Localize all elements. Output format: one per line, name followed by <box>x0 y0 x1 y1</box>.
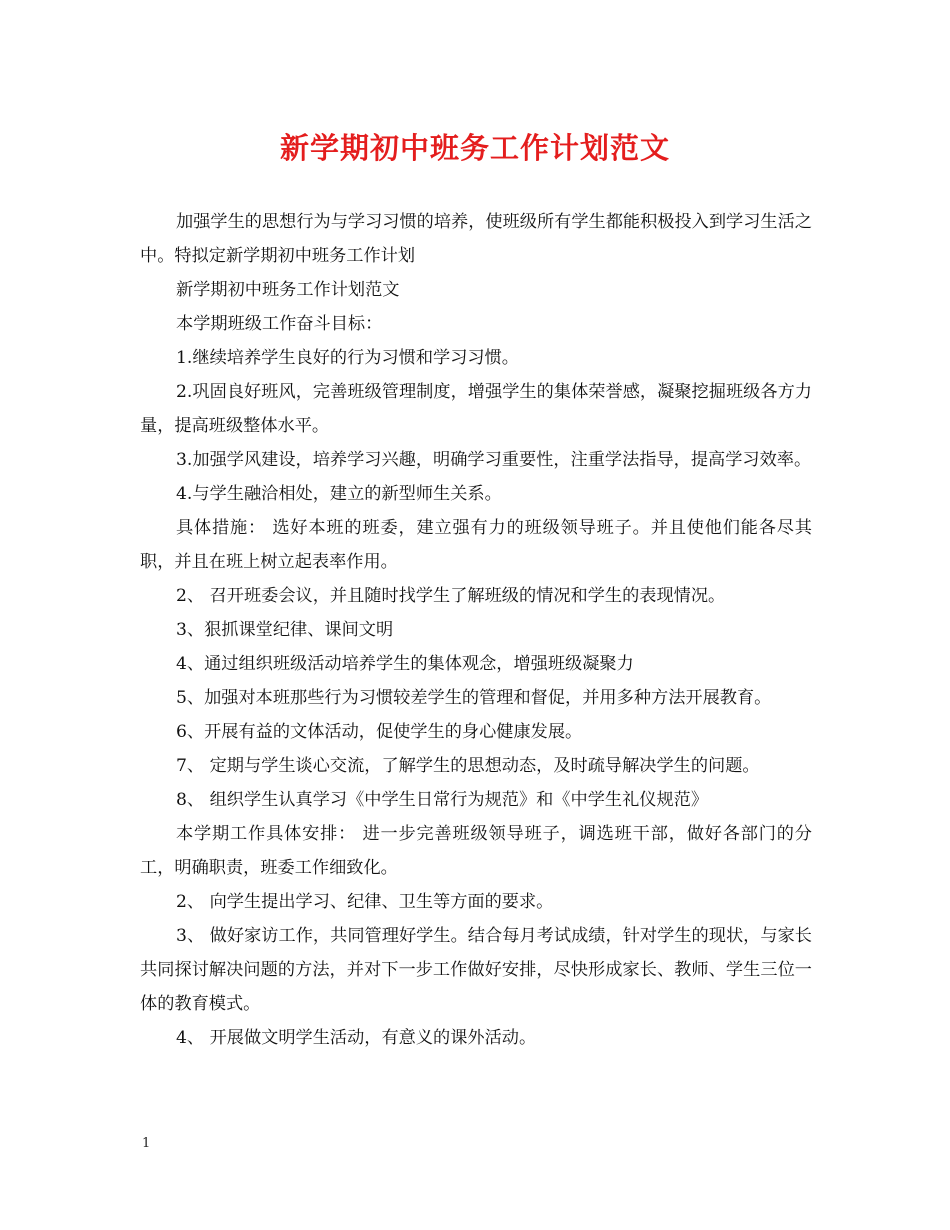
paragraph-arrangement-3: 3、 做好家访工作，共同管理好学生。结合每月考试成绩，针对学生的现状，与家长共同探讨解决问题的方法，并对下一步工作做好安排，尽快形成家长、教师、学生三位一体的教育模式。 <box>140 926 812 1014</box>
paragraph-arrangement-1: 本学期工作具体安排： 进一步完善班级领导班子，调选班干部，做好各部门的分工，明确职责，班委工作细致化。 <box>140 824 812 878</box>
paragraph-measures-8: 8、 组织学生认真学习《中学生日常行为规范》和《中学生礼仪规范》 <box>176 790 709 810</box>
paragraph-goal-1: 1.继续培养学生良好的行为习惯和学习习惯。 <box>176 348 519 368</box>
paragraph-measures-3: 3、狠抓课堂纪律、课间文明 <box>176 620 394 640</box>
paragraph-measures-4: 4、通过组织班级活动培养学生的集体观念，增强班级凝聚力 <box>176 654 634 674</box>
paragraph-measures-5: 5、加强对本班那些行为习惯较差学生的管理和督促，并用多种方法开展教育。 <box>176 688 772 708</box>
paragraph-measures-6: 6、开展有益的文体活动，促使学生的身心健康发展。 <box>176 722 583 742</box>
paragraph-goals-heading: 本学期班级工作奋斗目标： <box>176 314 383 334</box>
paragraph-measures-1: 具体措施： 选好本班的班委，建立强有力的班级领导班子。并且使他们能各尽其职，并且在班上树立起表率作用。 <box>140 518 812 572</box>
paragraph-goal-4: 4.与学生融洽相处，建立的新型师生关系。 <box>176 484 502 504</box>
paragraph-arrangement-4: 4、 开展做文明学生活动，有意义的课外活动。 <box>176 1028 537 1048</box>
paragraph-arrangement-2: 2、 向学生提出学习、纪律、卫生等方面的要求。 <box>176 892 554 912</box>
page-number: 1 <box>142 1136 151 1151</box>
paragraph-intro: 加强学生的思想行为与学习习惯的培养，使班级所有学生都能积极投入到学习生活之中。特拟定新学期初中班务工作计划 <box>140 212 812 266</box>
document-body <box>140 205 812 1055</box>
paragraph-goal-2: 2.巩固良好班风，完善班级管理制度，增强学生的集体荣誉感，凝聚挖掘班级各方力量，提高班级整体水平。 <box>140 382 812 436</box>
paragraph-subtitle: 新学期初中班务工作计划范文 <box>176 280 400 300</box>
document-title: 新学期初中班务工作计划范文 <box>279 131 670 165</box>
paragraph-measures-7: 7、 定期与学生谈心交流，了解学生的思想动态，及时疏导解决学生的问题。 <box>176 756 760 776</box>
paragraph-goal-3: 3.加强学风建设，培养学习兴趣，明确学习重要性，注重学法指导，提高学习效率。 <box>176 450 812 470</box>
paragraph-measures-2: 2、 召开班委会议，并且随时找学生了解班级的情况和学生的表现情况。 <box>176 586 726 606</box>
